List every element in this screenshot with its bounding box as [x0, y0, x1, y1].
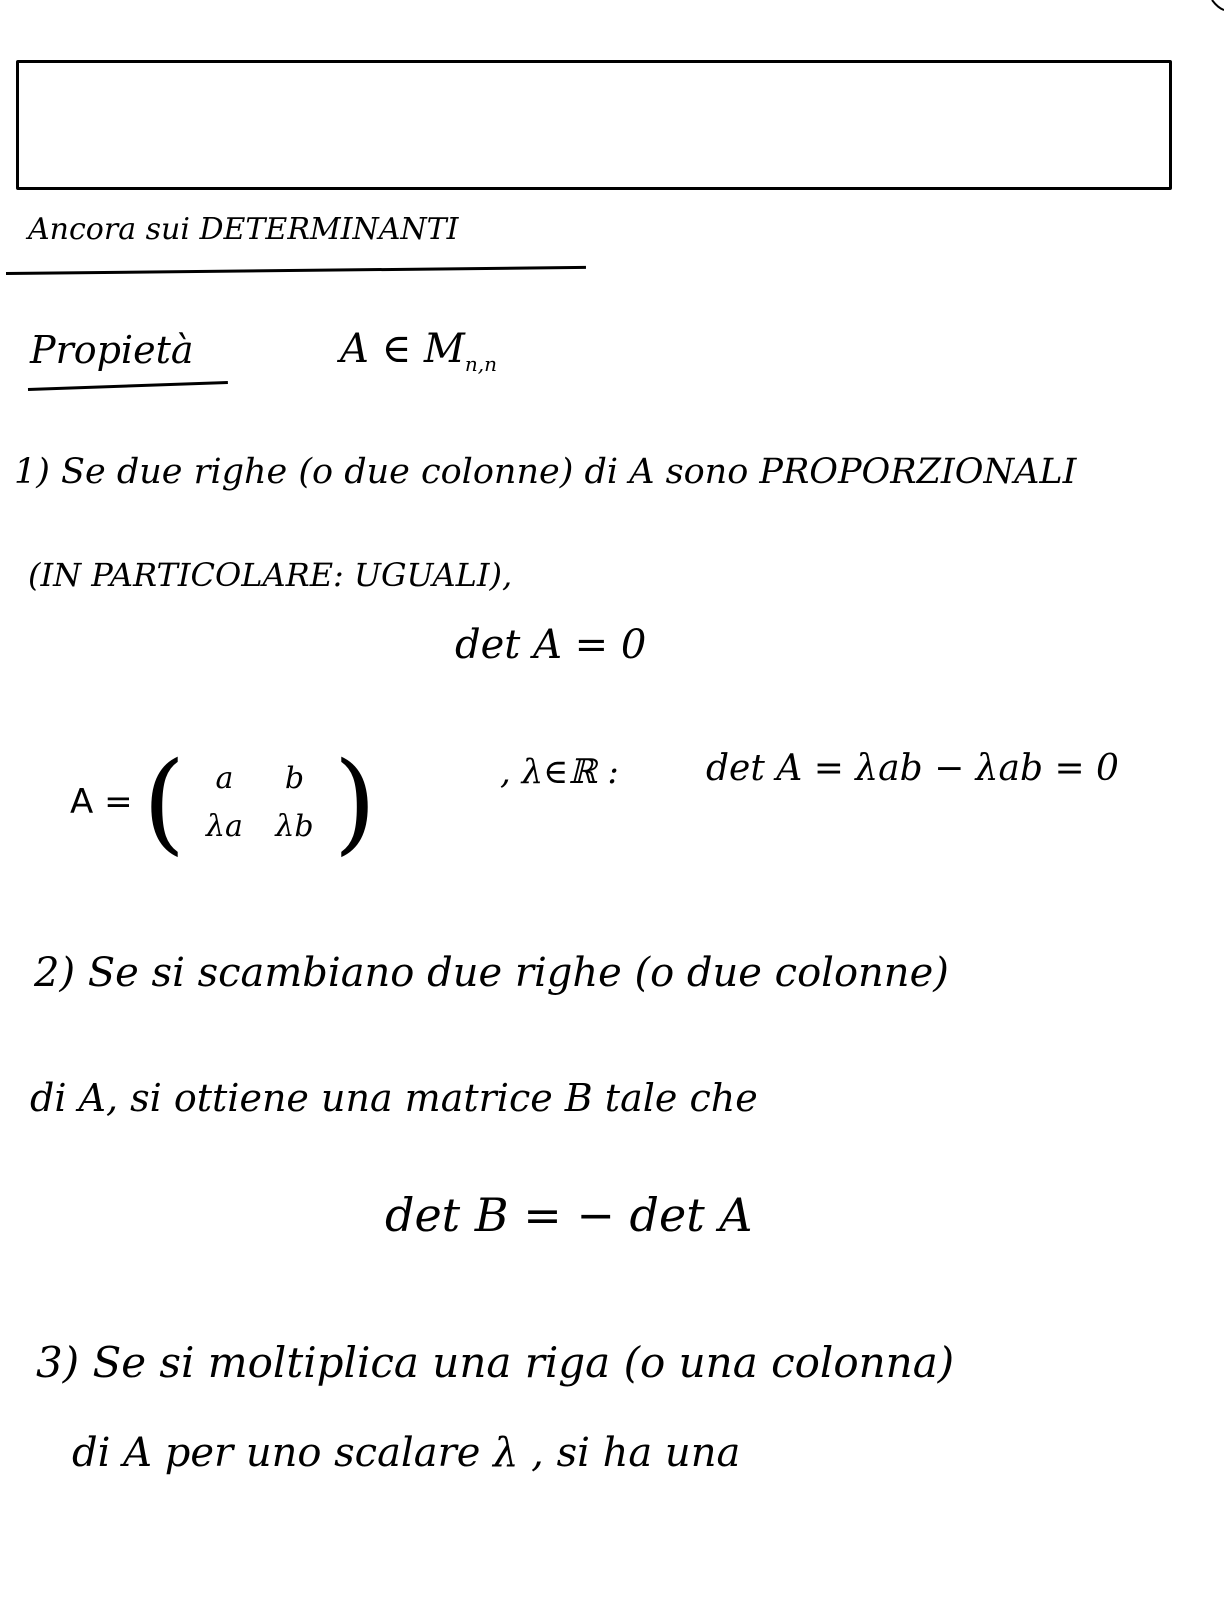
title-underline [6, 266, 586, 275]
left-paren: ( [142, 738, 186, 866]
example-computation: det A = λab − λab = 0 [706, 748, 1119, 789]
domain-subscript: n,n [464, 352, 498, 376]
right-paren: ) [333, 738, 377, 866]
property-1-equation: det A = 0 [455, 622, 647, 668]
properties-heading-underline [28, 381, 228, 391]
example-condition: , λ∈ℝ : [500, 752, 619, 792]
property-3-line-2: di A per uno scalare λ , si ha una [72, 1430, 741, 1476]
matrix-grid [189, 754, 329, 850]
property-1-line-2: (IN PARTICOLARE: UGUALI), [28, 556, 513, 594]
matrix-label: A = [70, 782, 133, 822]
header-box [16, 60, 1172, 190]
matrix-cell: λa [206, 808, 243, 844]
property-3-line-1: 3) Se si moltiplica una riga (o una colonna) [36, 1338, 955, 1387]
properties-heading: Propietà [30, 328, 194, 372]
matrix-cell: λb [275, 808, 314, 844]
property-2-equation: det B = − det A [385, 1188, 753, 1242]
page-title: Ancora sui DETERMINANTI [28, 212, 459, 247]
domain-set: A ∈ M [340, 326, 465, 372]
domain-statement [340, 326, 497, 376]
property-1-line-1: 1) Se due righe (o due colonne) di A sono PROPORZIONALI [14, 452, 1077, 492]
matrix-cell: b [284, 760, 305, 796]
property-2-line-2: di A, si ottiene una matrice B tale che [30, 1076, 758, 1120]
example-matrix [70, 738, 377, 866]
property-2-line-1: 2) Se si scambiano due righe (o due colonne) [34, 950, 949, 996]
corner-mark [1184, 0, 1224, 14]
matrix-cell: a [215, 760, 234, 796]
